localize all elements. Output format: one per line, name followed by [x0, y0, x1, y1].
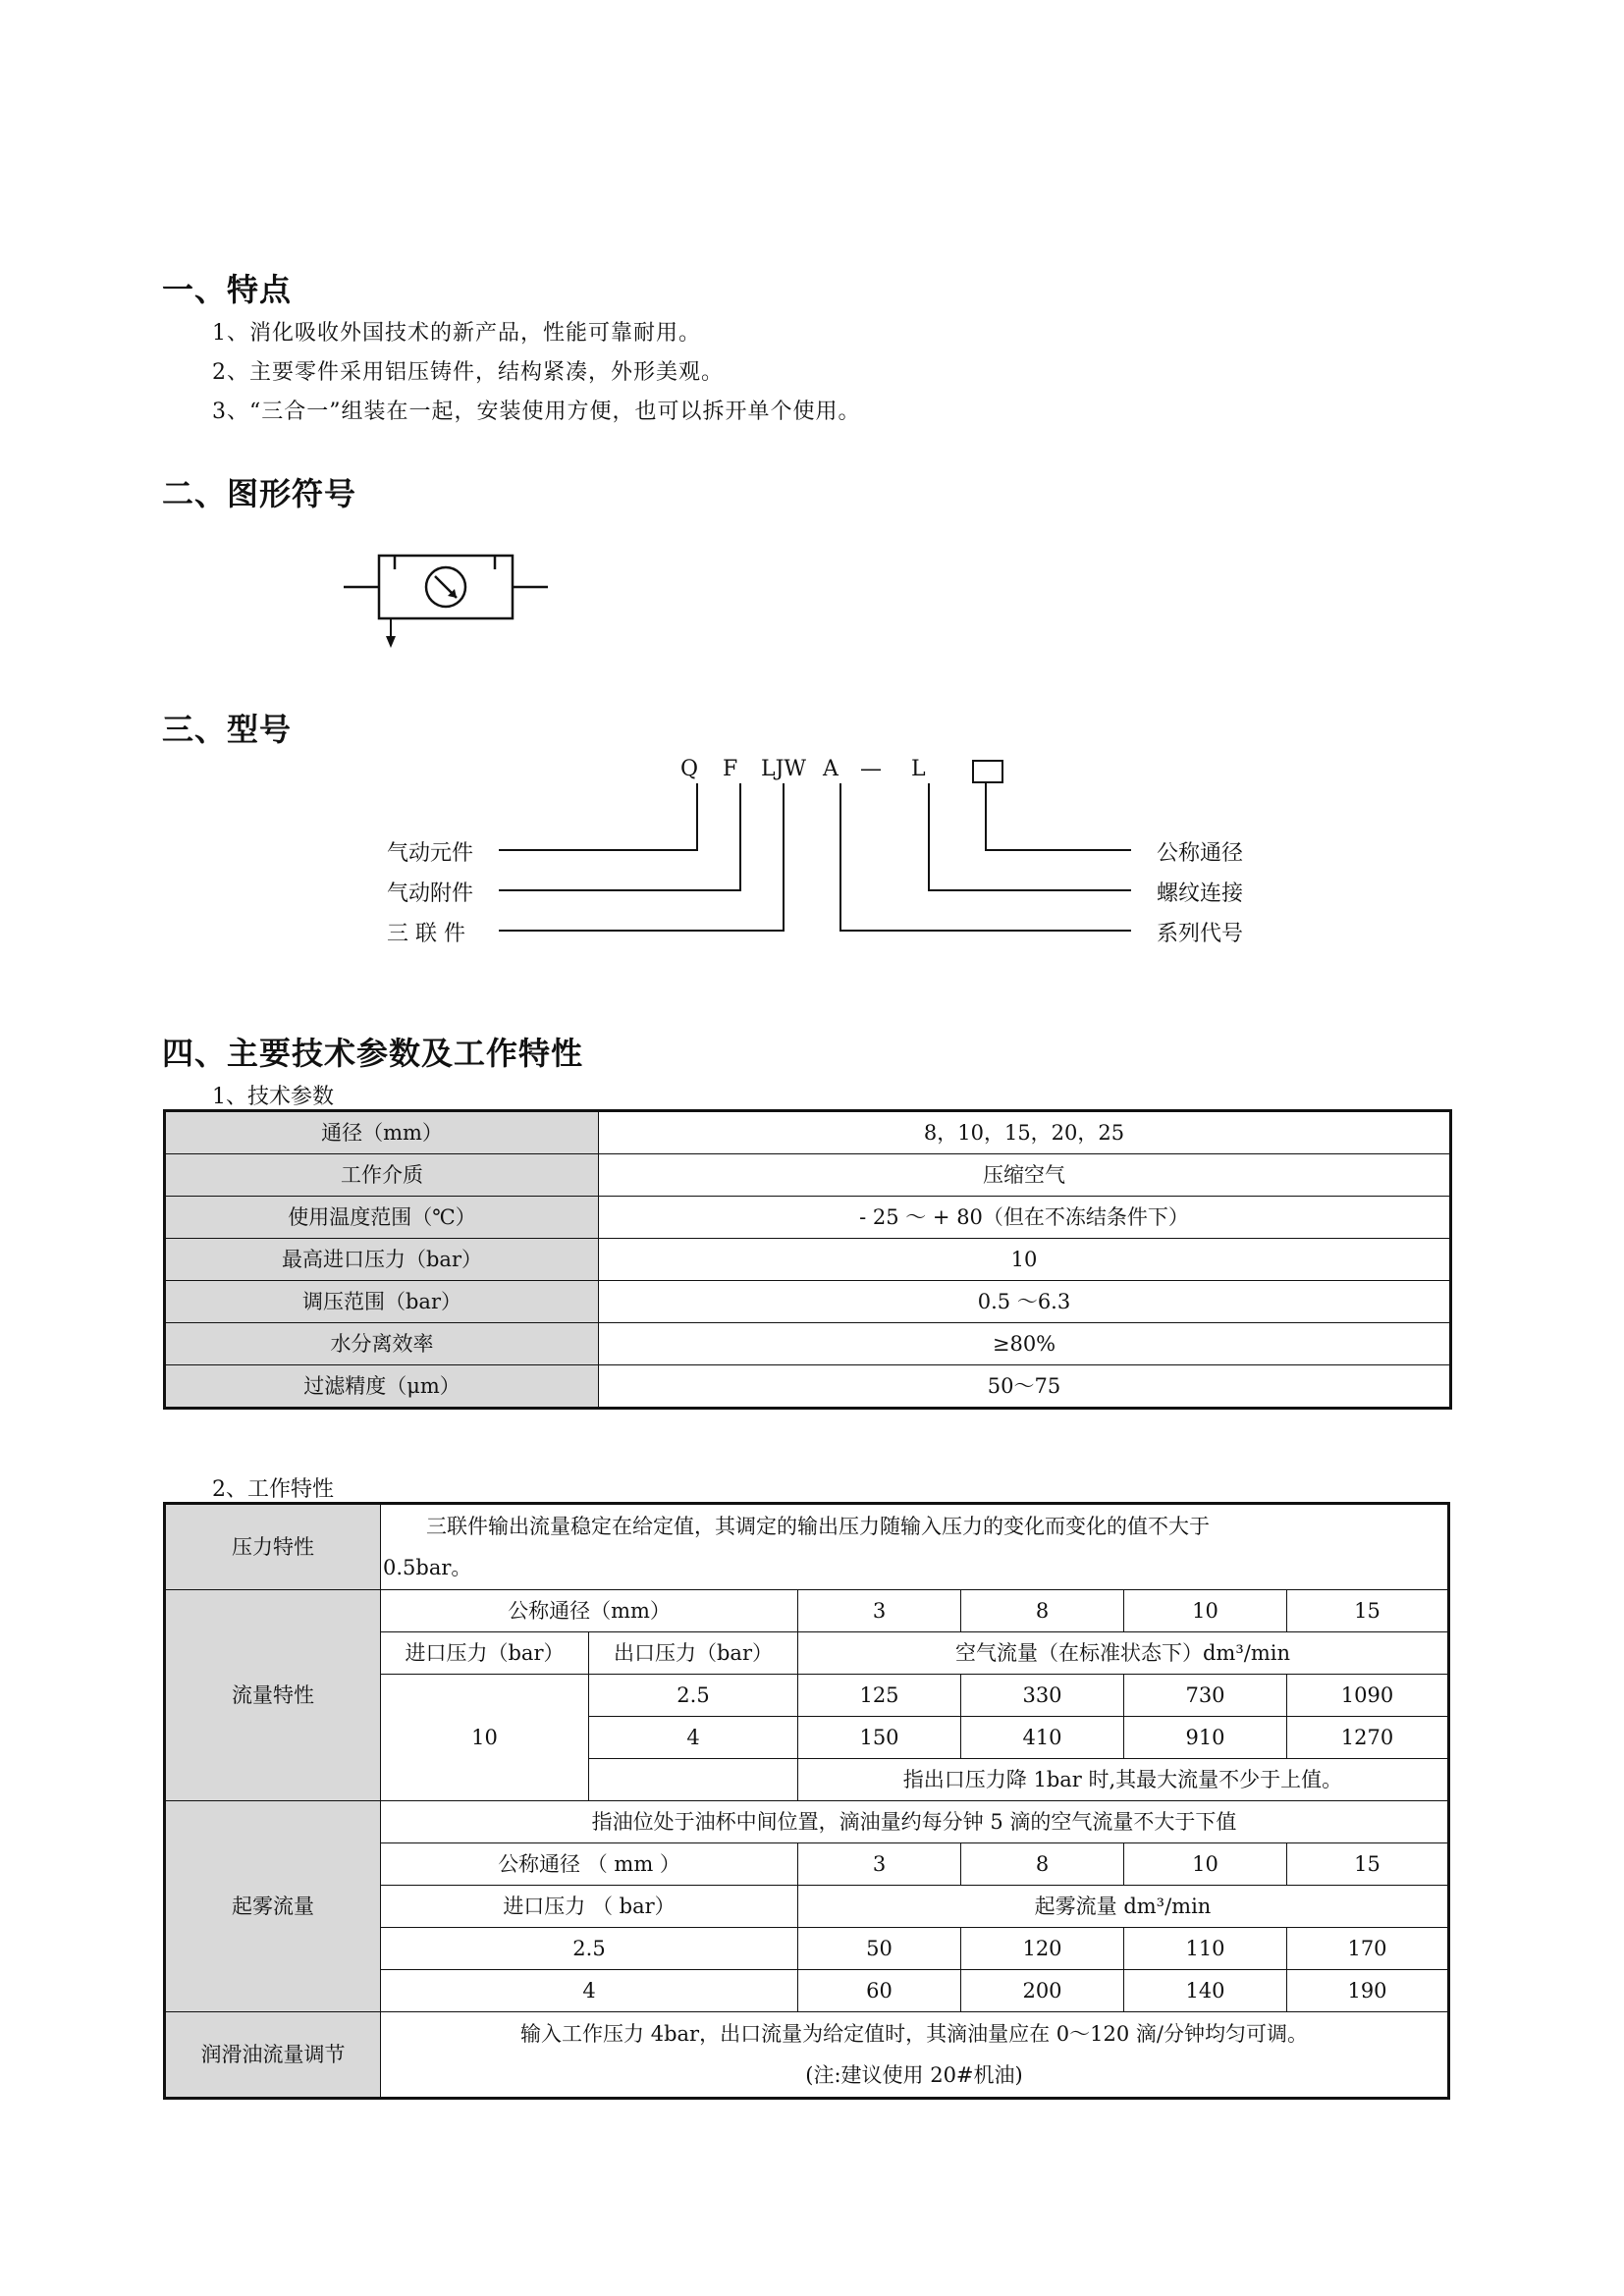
oil-adjust-text [381, 2012, 1449, 2099]
section-title-specs: 四、主要技术参数及工作特性 [162, 1035, 584, 1072]
table-row [165, 1323, 1451, 1365]
flow-note: 指出口压力降 1bar 时,其最大流量不少于上值。 [798, 1759, 1449, 1801]
dia-value: 3 [798, 1590, 961, 1632]
section-title-model: 三、型号 [162, 711, 293, 748]
oil-text-line-1: 输入工作压力 4bar，出口流量为给定值时，其滴油量应在 0～120 滴/分钟均匀可调。 [520, 2022, 1308, 2046]
empty-cell [589, 1759, 798, 1801]
model-code-ljw: LJW [761, 757, 807, 781]
flow-value: 1270 [1287, 1717, 1449, 1759]
flow-value: 150 [798, 1717, 961, 1759]
mist-value: 200 [961, 1970, 1124, 2012]
table-row [165, 2012, 1449, 2099]
model-code-f: F [723, 757, 738, 781]
out-pressure-header: 出口压力（bar） [589, 1632, 798, 1675]
dia-value: 3 [798, 1843, 961, 1886]
mist-value: 140 [1124, 1970, 1287, 2012]
dia-value: 8 [961, 1843, 1124, 1886]
feature-item-3: 3、“三合一”组装在一起，安装使用方便，也可以拆开单个使用。 [212, 400, 861, 424]
flow-value: 910 [1124, 1717, 1287, 1759]
mist-note: 指油位处于油杯中间位置，滴油量约每分钟 5 滴的空气流量不大于下值 [381, 1801, 1449, 1843]
out-pressure-value: 2.5 [589, 1675, 798, 1717]
dia-value: 10 [1124, 1590, 1287, 1632]
feature-item-2: 2、主要零件采用铝压铸件，结构紧凑，外形美观。 [212, 360, 724, 385]
model-left-label-2: 气动附件 [387, 881, 474, 906]
mist-flow-label: 起雾流量 [165, 1801, 381, 2012]
model-code-dash: — [860, 757, 882, 781]
model-right-label-2: 螺纹连接 [1157, 881, 1244, 906]
dia-value: 8 [961, 1590, 1124, 1632]
model-lines [0, 0, 1624, 982]
model-left-label-3: 三 联 件 [387, 922, 465, 946]
param-key: 调压范围（bar） [165, 1281, 599, 1323]
table-row [165, 1801, 1449, 1843]
model-right-label-3: 系列代号 [1157, 922, 1244, 946]
param-key: 过滤精度（μm） [165, 1365, 599, 1409]
subsection-working-char: 2、工作特性 [212, 1477, 334, 1502]
param-key: 最高进口压力（bar） [165, 1239, 599, 1281]
model-code-a: A [823, 757, 839, 781]
flow-value: 330 [961, 1675, 1124, 1717]
model-code-q: Q [680, 757, 699, 781]
param-value: - 25 ～ + 80（但在不冻结条件下） [599, 1197, 1451, 1239]
mist-in-value: 4 [381, 1970, 798, 2012]
mist-value: 110 [1124, 1928, 1287, 1970]
mist-value: 170 [1287, 1928, 1449, 1970]
table-row [165, 1590, 1449, 1632]
mist-value: 60 [798, 1970, 961, 2012]
param-key: 使用温度范围（℃） [165, 1197, 599, 1239]
table-row [165, 1111, 1451, 1154]
flow-value: 125 [798, 1675, 961, 1717]
mist-value: 50 [798, 1928, 961, 1970]
flow-value: 730 [1124, 1675, 1287, 1717]
section-title-symbol: 二、图形符号 [162, 475, 357, 512]
working-char-table [163, 1502, 1450, 2100]
param-value: ≥80% [599, 1323, 1451, 1365]
table-row [165, 1197, 1451, 1239]
param-value: 10 [599, 1239, 1451, 1281]
section-title-features: 一、特点 [162, 271, 293, 308]
table-row [165, 1154, 1451, 1197]
pressure-text-line-1: 三联件输出流量稳定在给定值，其调定的输出压力随输入压力的变化而变化的值不大于 [426, 1515, 1210, 1538]
table-row [165, 1504, 1449, 1590]
flow-value: 1090 [1287, 1675, 1449, 1717]
flow-value: 410 [961, 1717, 1124, 1759]
param-value: 8，10，15，20，25 [599, 1111, 1451, 1154]
oil-text-line-2: (注:建议使用 20#机油) [805, 2063, 1023, 2087]
pressure-char-label: 压力特性 [165, 1504, 381, 1590]
mist-nominal-dia-header: 公称通径 （ mm ） [381, 1843, 798, 1886]
table-row [165, 1281, 1451, 1323]
param-key: 工作介质 [165, 1154, 599, 1197]
nominal-dia-header: 公称通径（mm） [381, 1590, 798, 1632]
feature-item-1: 1、消化吸收外国技术的新产品，性能可靠耐用。 [212, 321, 701, 346]
mist-flow-header: 起雾流量 dm³/min [798, 1886, 1449, 1928]
param-value: 压缩空气 [599, 1154, 1451, 1197]
dia-value: 15 [1287, 1590, 1449, 1632]
param-value: 50～75 [599, 1365, 1451, 1409]
mist-in-value: 2.5 [381, 1928, 798, 1970]
oil-adjust-label: 润滑油流量调节 [165, 2012, 381, 2099]
mist-value: 190 [1287, 1970, 1449, 2012]
pressure-text-line-2: 0.5bar。 [383, 1556, 472, 1579]
param-value: 0.5 ～6.3 [599, 1281, 1451, 1323]
mist-value: 120 [961, 1928, 1124, 1970]
model-right-label-1: 公称通径 [1157, 841, 1244, 866]
model-code-l: L [911, 757, 926, 781]
param-key: 水分离效率 [165, 1323, 599, 1365]
subsection-tech-params: 1、技术参数 [212, 1085, 334, 1109]
dia-value: 10 [1124, 1843, 1287, 1886]
air-flow-header: 空气流量（在标准状态下）dm³/min [798, 1632, 1449, 1675]
in-pressure-header: 进口压力（bar） [381, 1632, 589, 1675]
in-pressure-value: 10 [381, 1675, 589, 1801]
dia-value: 15 [1287, 1843, 1449, 1886]
table-row [165, 1239, 1451, 1281]
out-pressure-value: 4 [589, 1717, 798, 1759]
flow-char-label: 流量特性 [165, 1590, 381, 1801]
tech-params-table [163, 1109, 1452, 1410]
model-left-label-1: 气动元件 [387, 841, 474, 866]
table-row [165, 1365, 1451, 1409]
pressure-char-text [381, 1504, 1449, 1590]
mist-in-pressure-header: 进口压力 （ bar） [381, 1886, 798, 1928]
param-key: 通径（mm） [165, 1111, 599, 1154]
